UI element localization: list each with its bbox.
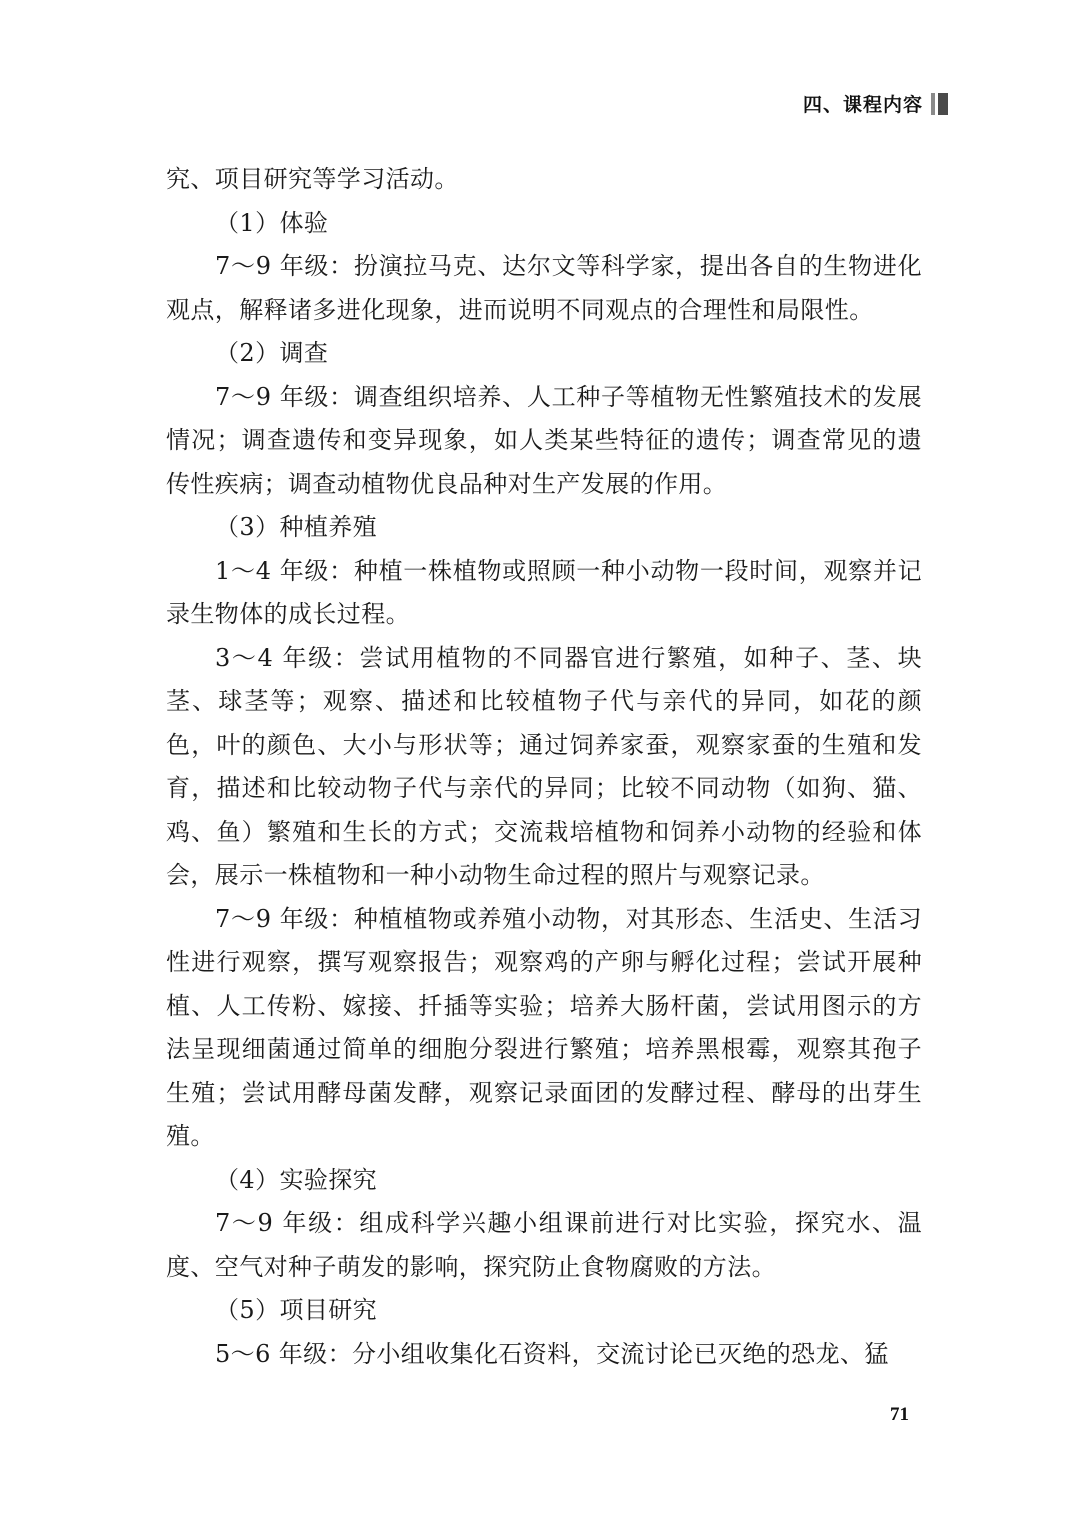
section-heading-experience: （1）体验 <box>215 208 329 237</box>
section-heading-project: （5）项目研究 <box>215 1296 378 1324</box>
header-bars-ornament <box>931 92 948 116</box>
paragraph: 7～9 年级：组成科学兴趣小组课前进行对比实验，探究水、温度、空气对种子萌发的影响，探究防止食物腐败的方法。 <box>166 1209 922 1281</box>
paragraph: 7～9 年级：调查组织培养、人工种子等植物无性繁殖技术的发展情况；调查遗传和变异现象，如人类某些特征的遗传；调查常见的遗传性疾病；调查动植物优良品种对生产发展的作用。 <box>166 382 922 498</box>
page-number: 71 <box>890 1404 909 1425</box>
page-body <box>166 158 922 1376</box>
paragraph: 7～9 年级：扮演拉马克、达尔文等科学家，提出各自的生物进化观点，解释诸多进化现象，进而说明不同观点的合理性和局限性。 <box>166 252 922 324</box>
paragraph: 7～9 年级：种植植物或养殖小动物，对其形态、生活史、生活习性进行观察，撰写观察报告；观察鸡的产卵与孵化过程；尝试开展种植、人工传粉、嫁接、扦插等实验；培养大肠杆菌，尝试用图示的方法呈现细菌通过简单的细胞分裂进行繁殖；培养黑根霉，观察其孢子生殖；尝试用酵母菌发酵，观察记录面团的发酵过程、酵母的出芽生殖。 <box>166 904 922 1150</box>
section-heading-experiment: （4）实验探究 <box>215 1165 378 1194</box>
chapter-title: 四、课程内容 <box>802 94 923 116</box>
paragraph: 3～4 年级：尝试用植物的不同器官进行繁殖，如种子、茎、块茎、球茎等；观察、描述和比较植物子代与亲代的异同，如花的颜色，叶的颜色、大小与形状等；通过饲养家蚕，观察家蚕的生殖和发育，描述和比较动物子代与亲代的异同；比较不同动物（如狗、猫、鸡、鱼）繁殖和生长的方式；交流栽培植物和饲养小动物的经验和体会，展示一株植物和一种小动物生命过程的照片与观察记录。 <box>166 643 922 889</box>
paragraph: 5～6 年级：分小组收集化石资料，交流讨论已灭绝的恐龙、猛 <box>215 1339 889 1368</box>
section-heading-survey: （2）调查 <box>215 339 329 367</box>
paragraph: 1～4 年级：种植一株植物或照顾一种小动物一段时间，观察并记录生物体的成长过程。 <box>166 556 922 628</box>
running-header <box>803 90 948 117</box>
header-bar-thin <box>931 93 935 115</box>
section-heading-planting: （3）种植养殖 <box>215 513 378 541</box>
paragraph: 究、项目研究等学习活动。 <box>166 165 459 193</box>
header-bar-thick <box>938 93 948 115</box>
